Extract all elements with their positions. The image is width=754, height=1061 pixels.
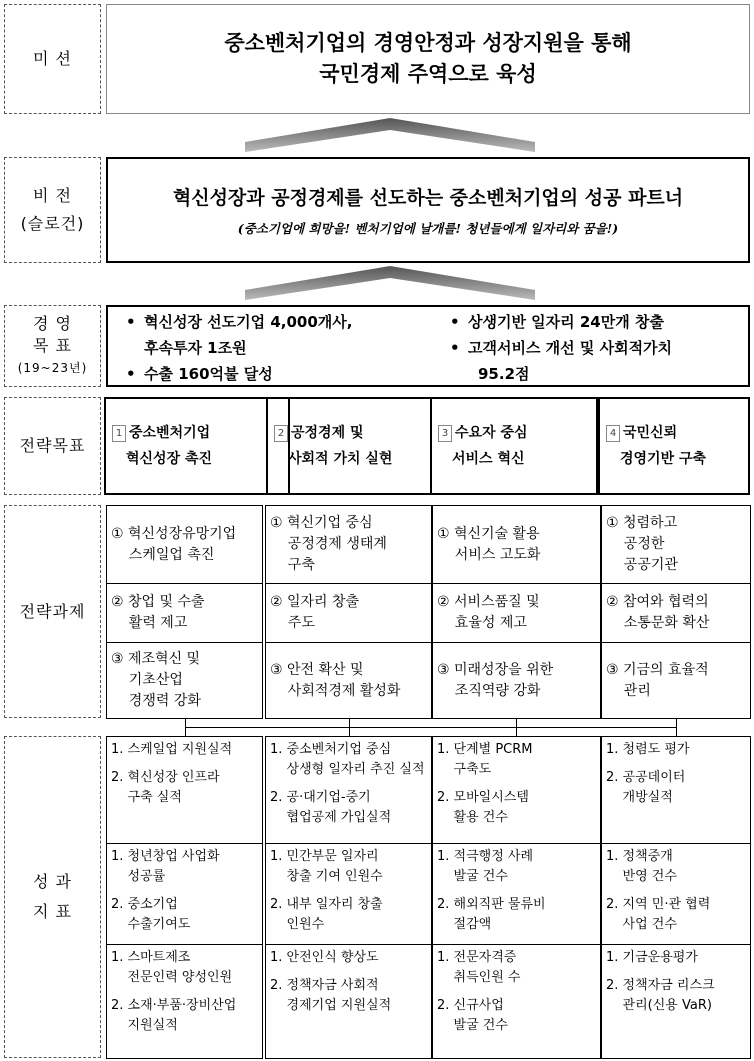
mission-box — [106, 4, 750, 114]
task-c1-r1: ① 혁신성장유망기업 스케일업 촉진 — [106, 505, 263, 584]
kpi-item: 2. 신규사업 발굴 건수 — [437, 998, 508, 1033]
label-mission-text: 미 션 — [33, 49, 72, 68]
kpi-cell-c3-r3 — [432, 944, 601, 1059]
kpi-item: 2. 중소기업 수출기여도 — [111, 897, 191, 932]
kpi-cell-c1-r1 — [106, 736, 263, 844]
label-goals-period: (19~23년) — [17, 361, 88, 375]
kpi-item: 2. 공공데이터 개방실적 — [606, 770, 686, 805]
mission-line-2: 국민경제 주역으로 육성 — [319, 62, 537, 86]
strategy-1: 1 중소벤처기업 혁신성장 촉진 — [104, 397, 290, 495]
goal-jobs: • 상생기반 일자리 24만개 창출 — [450, 313, 664, 331]
task-c3-r3: ③ 미래성장을 위한 조직역량 강화 — [432, 642, 601, 719]
kpi-item: 2. 내부 일자리 창출 인원수 — [270, 897, 383, 932]
kpi-item: 2. 정책자금 사회적 경제기업 지원실적 — [270, 978, 392, 1013]
label-tasks — [4, 505, 101, 718]
label-goals-1: 경 영 — [33, 314, 72, 333]
kpi-item: 1. 중소벤처기업 중심 상생형 일자리 추진 실적 — [270, 742, 425, 777]
label-strategy-text: 전략목표 — [19, 436, 86, 455]
label-kpi — [4, 736, 101, 1058]
arrow-up-icon — [240, 116, 540, 154]
kpi-cell-c4-r3 — [601, 944, 751, 1059]
label-mission — [4, 4, 101, 114]
task-c4-r2: ② 참여와 협력의 소통문화 확산 — [601, 583, 751, 643]
task-c3-r1: ① 혁신기술 활용 서비스 고도화 — [432, 505, 601, 584]
label-strategy — [4, 397, 101, 495]
label-vision-text: 비 전 — [33, 186, 72, 205]
strategy-3: 3 수요자 중심 서비스 혁신 — [430, 397, 598, 495]
task-c4-r1: ① 청렴하고 공정한 공공기관 — [601, 505, 751, 584]
kpi-item: 1. 스마트제조 전문인력 양성인원 — [111, 950, 233, 985]
kpi-item: 1. 기금운용평가 — [606, 950, 698, 965]
kpi-cell-c4-r2 — [601, 843, 751, 945]
connector-line — [676, 718, 677, 736]
kpi-cell-c2-r2 — [265, 843, 432, 945]
kpi-cell-c1-r2 — [106, 843, 263, 945]
kpi-item: 1. 단계별 PCRM 구축도 — [437, 742, 533, 777]
arrow-up-icon-2 — [240, 264, 540, 302]
kpi-cell-c1-r3 — [106, 944, 263, 1059]
goal-investment: 후속투자 1조원 — [144, 339, 247, 357]
kpi-item: 2. 혁신성장 인프라 구축 실적 — [111, 770, 220, 805]
label-goals-2: 목 표 — [33, 336, 72, 355]
kpi-item: 1. 적극행정 사례 발굴 건수 — [437, 849, 534, 884]
goals-box — [106, 305, 750, 387]
task-c2-r1: ① 혁신기업 중심 공정경제 생태계 구축 — [265, 505, 432, 584]
goal-score: 95.2점 — [478, 365, 530, 383]
kpi-item: 2. 지역 민·관 협력 사업 건수 — [606, 897, 711, 932]
kpi-item: 2. 정책자금 리스크 관리(신용 VaR) — [606, 978, 715, 1013]
task-c1-r3: ③ 제조혁신 및 기초산업 경쟁력 강화 — [106, 642, 263, 719]
vision-box — [106, 157, 750, 263]
kpi-item: 1. 정책중개 반영 건수 — [606, 849, 677, 884]
kpi-item: 1. 전문자격증 취득인원 수 — [437, 950, 521, 985]
strategy-2: 2 공정경제 및 사회적 가치 실현 — [266, 397, 432, 495]
kpi-cell-c3-r1 — [432, 736, 601, 844]
kpi-item: 2. 모바일시스템 활용 건수 — [437, 790, 529, 825]
vision-slogan: (중소기업에 희망을! 벤처기업에 날개를! 청년들에게 일자리와 꿈을!) — [237, 221, 619, 236]
label-vision — [4, 157, 101, 263]
kpi-item: 1. 청렴도 평가 — [606, 742, 690, 757]
mission-line-1: 중소벤처기업의 경영안정과 성장지원을 통해 — [224, 31, 632, 55]
task-c2-r3: ③ 안전 확산 및 사회적경제 활성화 — [265, 642, 432, 719]
strategy-4: 4 국민신뢰 경영기반 구축 — [598, 397, 750, 495]
kpi-cell-c2-r1 — [265, 736, 432, 844]
kpi-item: 2. 해외직판 물류비 절감액 — [437, 897, 546, 932]
vision-main: 혁신성장과 공정경제를 선도하는 중소벤처기업의 성공 파트너 — [172, 187, 684, 209]
kpi-item: 2. 소재·부품·장비산업 지원실적 — [111, 998, 237, 1033]
kpi-item: 1. 안전인식 향상도 — [270, 950, 379, 965]
label-kpi-2: 지 표 — [33, 902, 72, 921]
kpi-cell-c4-r1 — [601, 736, 751, 844]
task-c3-r2: ② 서비스품질 및 효율성 제고 — [432, 583, 601, 643]
kpi-item: 2. 공·대기업-중기 협업공제 가입실적 — [270, 790, 392, 825]
label-vision-sub: (슬로건) — [20, 214, 85, 233]
label-tasks-text: 전략과제 — [19, 601, 86, 621]
kpi-item: 1. 민간부문 일자리 창출 기여 인원수 — [270, 849, 383, 884]
label-goals — [4, 305, 101, 387]
goal-export: • 수출 160억불 달성 — [126, 365, 273, 383]
label-kpi-1: 성 과 — [33, 872, 72, 891]
goal-innovation: • 혁신성장 선도기업 4,000개사, — [126, 313, 353, 331]
kpi-item: 1. 스케일업 지원실적 — [111, 742, 233, 757]
kpi-item: 1. 청년창업 사업화 성공률 — [111, 849, 220, 884]
kpi-cell-c2-r3 — [265, 944, 432, 1059]
task-c1-r2: ② 창업 및 수출 활력 제고 — [106, 583, 263, 643]
connector-line — [185, 727, 676, 728]
task-c4-r3: ③ 기금의 효율적 관리 — [601, 642, 751, 719]
goal-service: • 고객서비스 개선 및 사회적가치 — [450, 339, 673, 357]
task-c2-r2: ② 일자리 창출 주도 — [265, 583, 432, 643]
kpi-cell-c3-r2 — [432, 843, 601, 945]
